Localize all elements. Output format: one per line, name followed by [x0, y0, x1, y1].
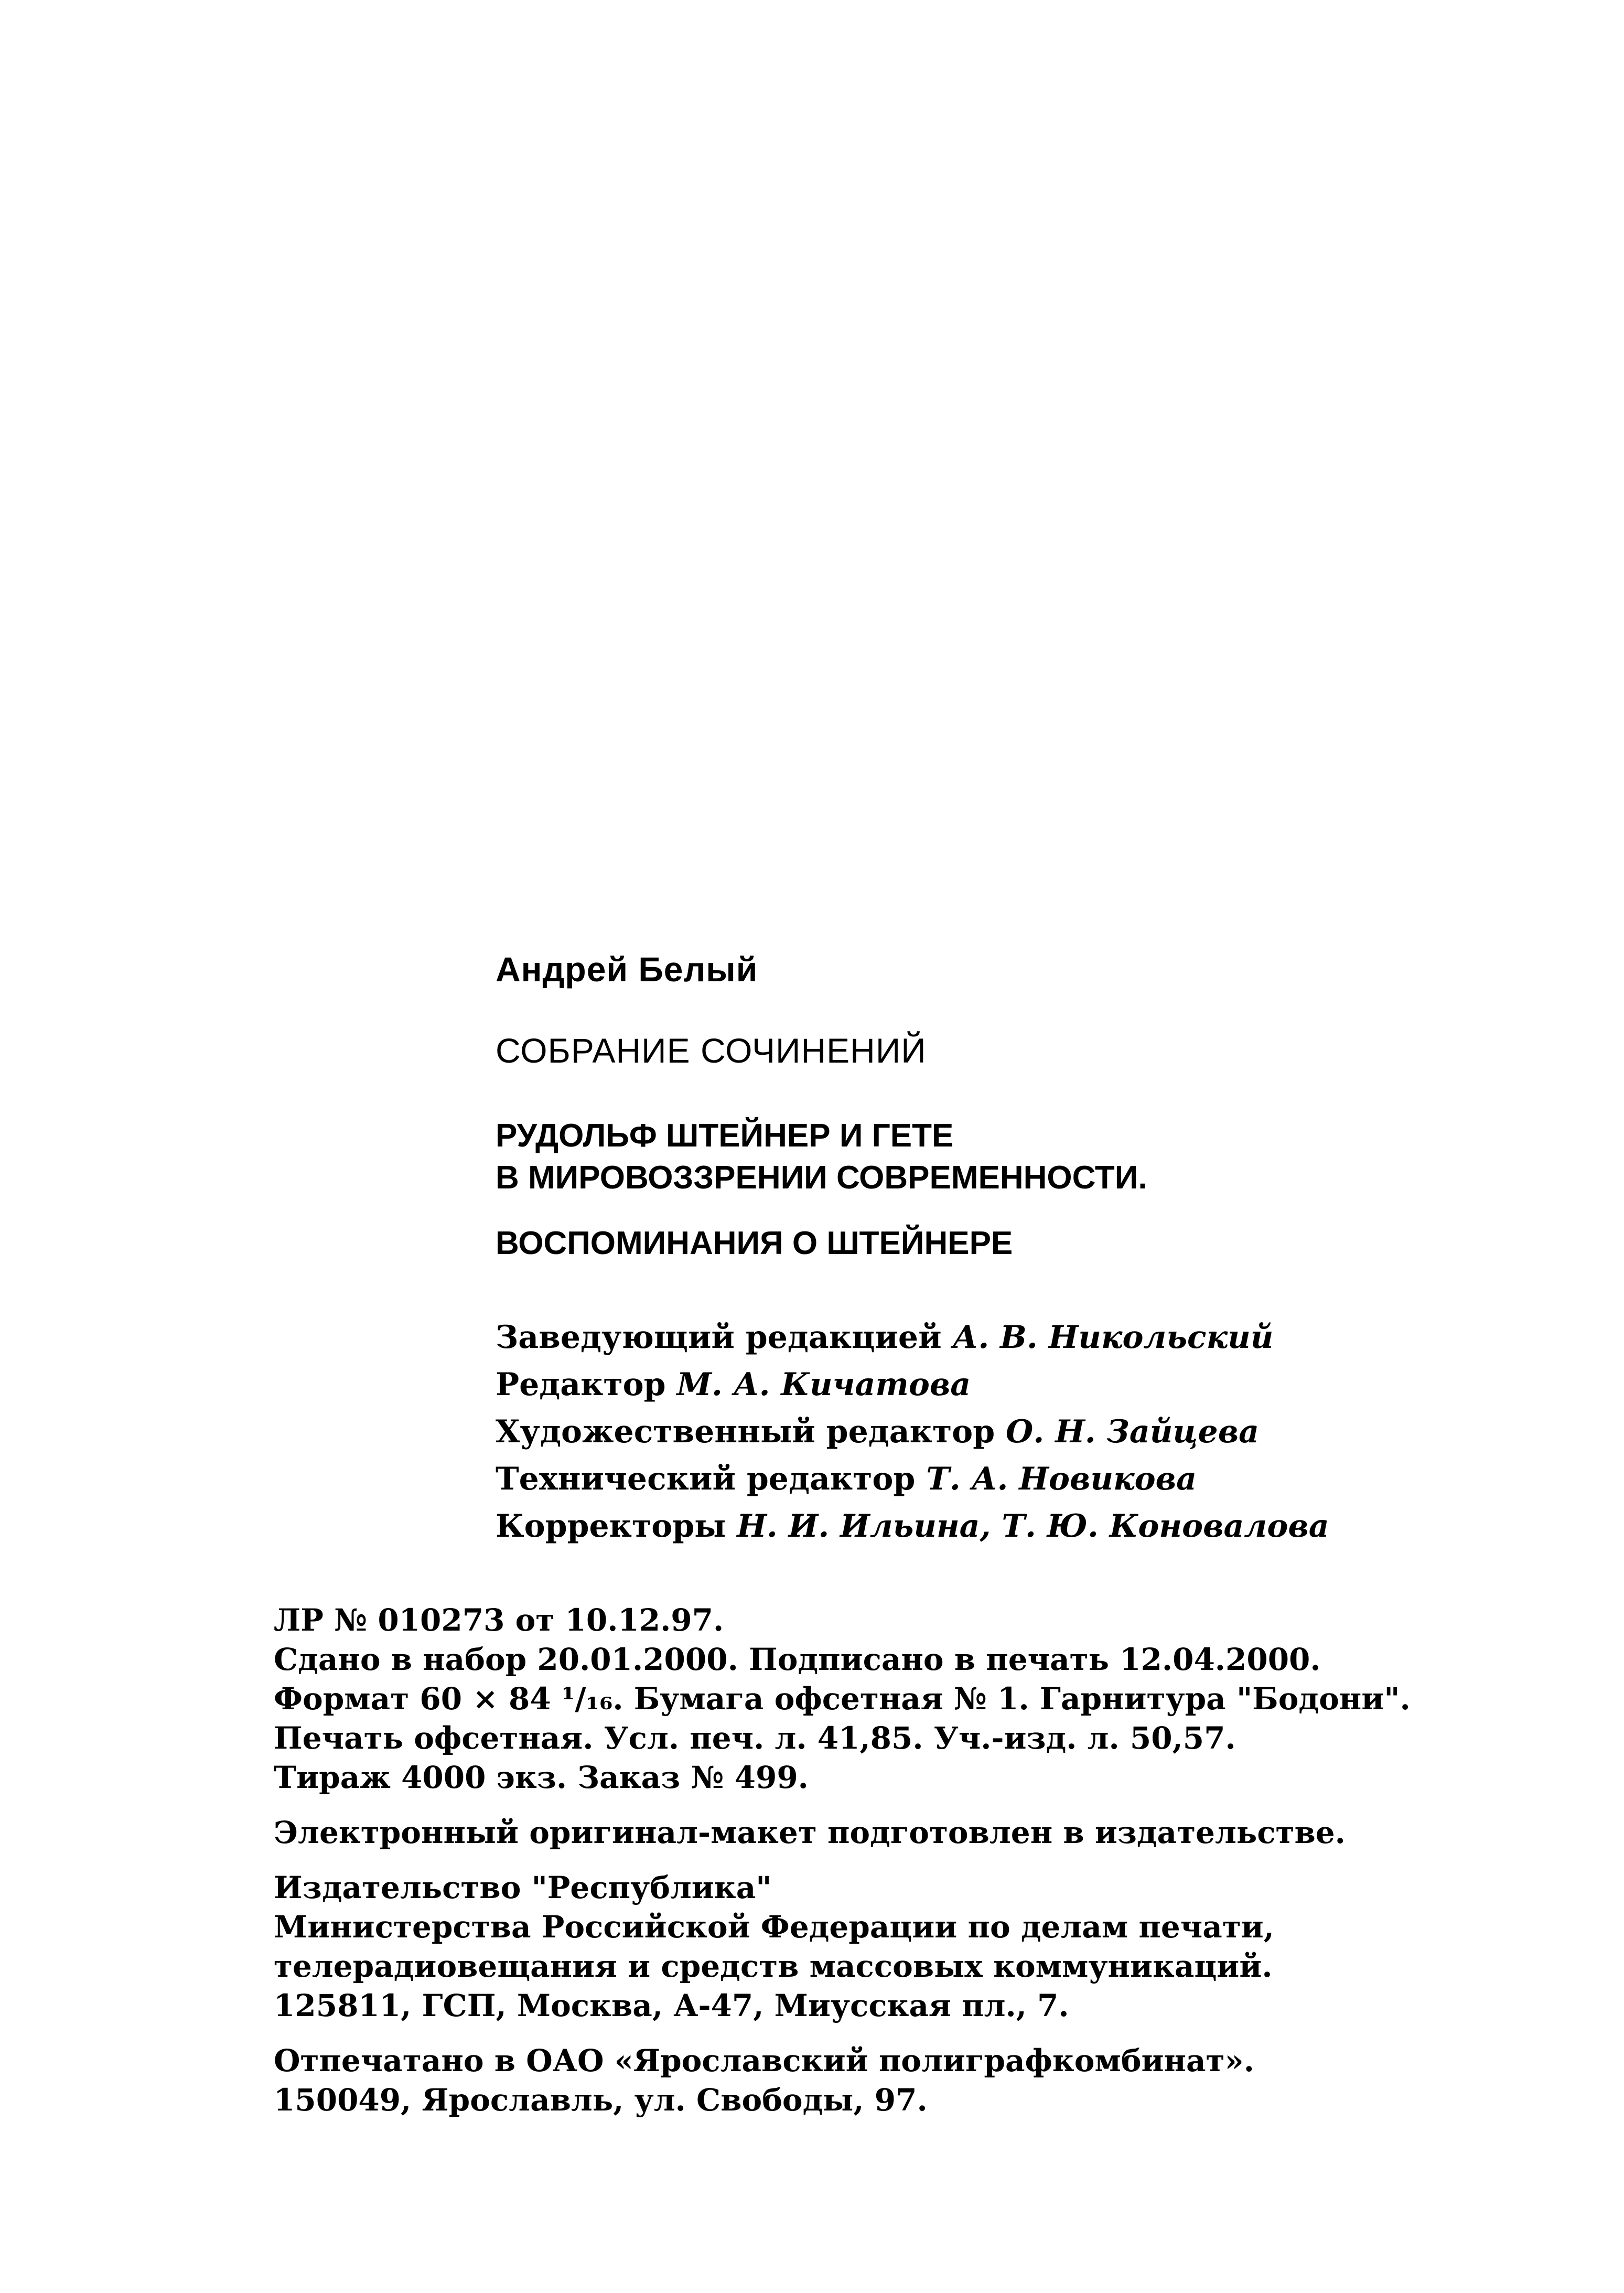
- imprint-print-run: Тираж 4000 экз. Заказ № 499.: [274, 1760, 809, 1795]
- imprint-printer-address: 150049, Ярославль, ул. Свободы, 97.: [274, 2082, 928, 2118]
- credit-role: Заведующий редакцией: [496, 1319, 942, 1356]
- imprint-printer: Отпечатано в ОАО «Ярославский полиграфкомбинат».: [274, 2043, 1254, 2078]
- credit-role: Технический редактор: [496, 1461, 916, 1497]
- series-title: СОБРАНИЕ СОЧИНЕНИЙ: [496, 1031, 927, 1070]
- imprint-ministry-line-2: телерадиовещания и средств массовых коммуникаций.: [274, 1948, 1273, 1984]
- credit-line-technical-editor: [496, 1461, 1197, 1497]
- imprint-dates: Сдано в набор 20.01.2000. Подписано в печать 12.04.2000.: [274, 1642, 1321, 1677]
- book-title-line-2: В МИРОВОЗЗРЕНИИ СОВРЕМЕННОСТИ.: [496, 1160, 1147, 1196]
- credit-role: Редактор: [496, 1366, 666, 1403]
- author-name: Андрей Белый: [496, 950, 758, 989]
- credit-name: М. А. Кичатова: [676, 1366, 971, 1403]
- imprint-license: ЛР № 010273 от 10.12.97.: [274, 1602, 724, 1638]
- credit-name: Н. И. Ильина, Т. Ю. Коновалова: [737, 1508, 1329, 1545]
- credit-line-head-editor: [496, 1319, 1273, 1356]
- imprint-print-sheets: Печать офсетная. Усл. печ. л. 41,85. Уч.-изд. л. 50,57.: [274, 1720, 1236, 1756]
- credit-line-editor: [496, 1366, 971, 1403]
- credit-line-art-editor: [496, 1413, 1259, 1450]
- credit-line-proofreaders: [496, 1508, 1329, 1545]
- imprint-publisher: Издательство "Республика": [274, 1870, 772, 1905]
- credit-name: Т. А. Новикова: [926, 1461, 1197, 1497]
- imprint-layout-note: Электронный оригинал-макет подготовлен в издательстве.: [274, 1815, 1346, 1850]
- credit-name: О. Н. Зайцева: [1006, 1413, 1259, 1450]
- credit-name: А. В. Никольский: [952, 1319, 1274, 1356]
- imprint-ministry-line-1: Министерства Российской Федерации по делам печати,: [274, 1909, 1274, 1945]
- imprint-format: Формат 60 × 84 ¹/₁₆. Бумага офсетная № 1. Гарнитура "Бодони".: [274, 1681, 1411, 1717]
- imprint-publisher-address: 125811, ГСП, Москва, А-47, Миусская пл., 7.: [274, 1988, 1069, 2023]
- credit-role: Корректоры: [496, 1508, 726, 1545]
- book-title-line-1: РУДОЛЬФ ШТЕЙНЕР И ГЕТЕ: [496, 1118, 954, 1154]
- book-title-line-3: ВОСПОМИНАНИЯ О ШТЕЙНЕРЕ: [496, 1225, 1013, 1261]
- credit-role: Художественный редактор: [496, 1413, 995, 1450]
